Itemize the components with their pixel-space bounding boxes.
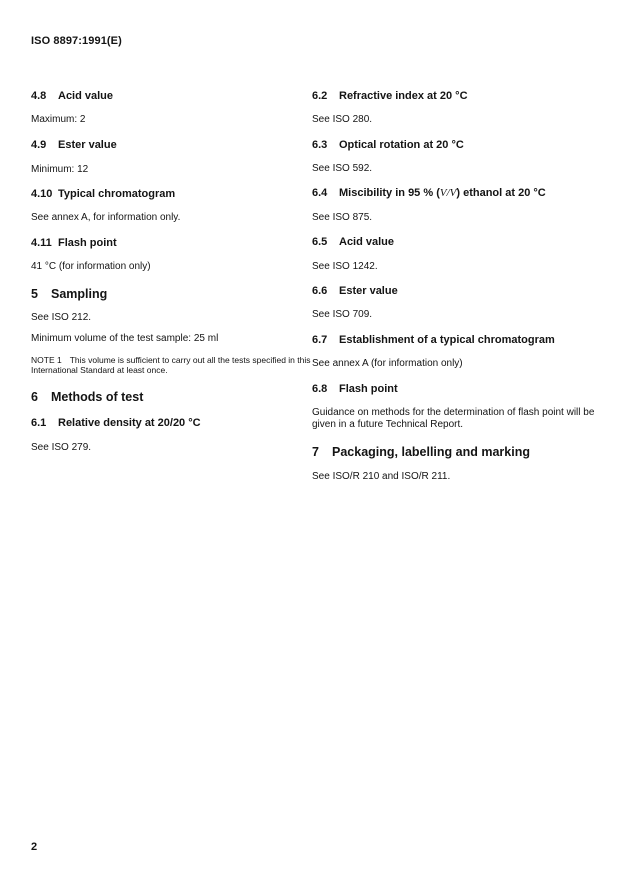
- section-heading: [312, 445, 602, 459]
- section-4-11-text: 41 °C (for information only): [31, 261, 151, 272]
- section-heading: [312, 139, 602, 151]
- note-1: [31, 355, 316, 375]
- section-heading: [312, 285, 602, 297]
- section-title: Acid value: [58, 90, 114, 102]
- section-4-10-text: See annex A, for information only.: [31, 212, 181, 223]
- section-6-8: [312, 383, 602, 395]
- section-title: Optical rotation at 20 °C: [339, 139, 464, 151]
- section-6-6: [312, 285, 602, 297]
- standard-identifier: ISO 8897:1991(E): [31, 35, 122, 47]
- section-number: 4.8: [31, 90, 47, 102]
- section-number: 6.7: [312, 334, 328, 346]
- section-6-7: [312, 334, 602, 346]
- section-6-5-text: See ISO 1242.: [312, 261, 378, 272]
- section-number: 6: [31, 390, 38, 404]
- section-4-9: [31, 139, 316, 151]
- section-heading: [31, 90, 316, 102]
- section-heading: [31, 139, 316, 151]
- section-heading: [31, 188, 316, 200]
- section-6-1: [31, 417, 316, 429]
- section-6-3-text: See ISO 592.: [312, 163, 373, 174]
- section-title: Packaging, labelling and marking: [332, 445, 530, 459]
- section-5-text-2: Minimum volume of the test sample: 25 ml: [31, 333, 219, 344]
- section-4-9-text: Minimum: 12: [31, 164, 89, 175]
- section-4-11: [31, 237, 316, 249]
- section-6-1-text: See ISO 279.: [31, 442, 92, 453]
- section-title-italic: V/V: [439, 187, 457, 199]
- section-title: Establishment of a typical chromatogram: [339, 334, 555, 346]
- section-title-post: ) ethanol at 20 °C: [456, 187, 546, 199]
- section-4-8: [31, 90, 316, 102]
- section-heading: [312, 187, 602, 199]
- note-text: This volume is sufficient to carry out all the tests specified in this International Standard at least once.: [31, 355, 311, 375]
- section-number: 6.2: [312, 90, 328, 102]
- section-number: 5: [31, 287, 38, 301]
- section-title: Relative density at 20/20 °C: [58, 417, 201, 429]
- section-title: Refractive index at 20 °C: [339, 90, 468, 102]
- section-5: [31, 287, 316, 301]
- section-number: 7: [312, 445, 319, 459]
- section-number: 4.9: [31, 139, 47, 151]
- section-6-7-text: See annex A (for information only): [312, 358, 463, 369]
- section-heading: [31, 287, 316, 301]
- section-heading: [312, 334, 602, 346]
- section-heading: [31, 390, 316, 404]
- section-6-8-text: Guidance on methods for the determination of flash point will be given in a future Technical Report.: [312, 407, 595, 430]
- section-title: Flash point: [58, 237, 117, 249]
- section-number: 6.1: [31, 417, 47, 429]
- section-7: [312, 445, 602, 459]
- section-number: 6.3: [312, 139, 328, 151]
- section-heading: [312, 90, 602, 102]
- section-title-pre: Miscibility in 95 % (: [339, 187, 440, 199]
- section-6-3: [312, 139, 602, 151]
- section-heading: [31, 417, 316, 429]
- section-title: Ester value: [339, 285, 398, 297]
- page-number: 2: [31, 841, 38, 853]
- section-6-6-text: See ISO 709.: [312, 309, 373, 320]
- section-6-4: [312, 187, 602, 199]
- section-6-2: [312, 90, 602, 102]
- section-title: Typical chromatogram: [58, 188, 176, 200]
- section-7-text: See ISO/R 210 and ISO/R 211.: [312, 471, 451, 482]
- section-6-5: [312, 236, 602, 248]
- section-number: 6.6: [312, 285, 328, 297]
- section-title: Flash point: [339, 383, 398, 395]
- section-number: 6.8: [312, 383, 328, 395]
- section-number: 4.11: [31, 237, 52, 249]
- section-5-text-1: See ISO 212.: [31, 312, 92, 323]
- section-title: Ester value: [58, 139, 117, 151]
- section-6: [31, 390, 316, 404]
- section-number: 6.4: [312, 187, 328, 199]
- section-title: Sampling: [51, 287, 108, 301]
- section-6-4-text: See ISO 875.: [312, 212, 373, 223]
- section-heading: [31, 237, 316, 249]
- section-title: Methods of test: [51, 390, 144, 404]
- note-label: NOTE 1: [31, 355, 62, 365]
- section-6-2-text: See ISO 280.: [312, 114, 373, 125]
- section-4-10: [31, 188, 316, 200]
- section-heading: [312, 383, 602, 395]
- section-4-8-text: Maximum: 2: [31, 114, 86, 125]
- section-number: 6.5: [312, 236, 328, 248]
- section-number: 4.10: [31, 188, 53, 200]
- section-heading: [312, 236, 602, 248]
- section-title: Acid value: [339, 236, 395, 248]
